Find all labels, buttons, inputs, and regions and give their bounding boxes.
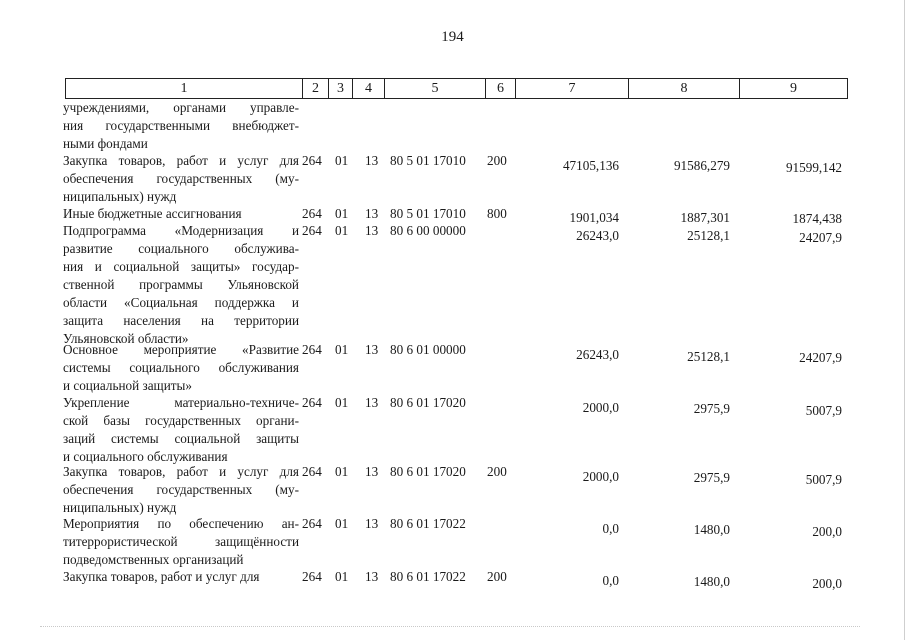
section-code: 01 xyxy=(335,206,349,221)
column-header-5: 5 xyxy=(384,79,485,98)
row-name-line: развитие социального обслужива- xyxy=(63,241,299,256)
row-name xyxy=(63,568,299,586)
amount-col7: 2000,0 xyxy=(582,400,619,415)
row-name-line: защита населения на территории xyxy=(63,313,299,328)
section-code: 01 xyxy=(335,464,349,479)
amount-col9: 5007,9 xyxy=(805,472,842,487)
amount-col7: 26243,0 xyxy=(576,228,619,243)
row-name xyxy=(63,99,299,153)
table-header-row xyxy=(65,78,848,99)
row-name xyxy=(63,152,299,206)
amount-col8: 2975,9 xyxy=(693,401,730,416)
amount-col8: 1887,301 xyxy=(680,210,730,225)
amount-col9: 91599,142 xyxy=(785,160,842,175)
row-name-line: ниципальных) нужд xyxy=(63,500,177,515)
section-code: 01 xyxy=(335,569,349,584)
admin-code: 264 xyxy=(302,342,322,357)
column-header-3: 3 xyxy=(328,79,352,98)
amount-col7: 0,0 xyxy=(602,521,619,536)
expense-type-code: 200 xyxy=(487,464,507,479)
expense-type-code: 200 xyxy=(487,153,507,168)
subsection-code: 13 xyxy=(365,395,379,410)
admin-code: 264 xyxy=(302,153,322,168)
subsection-code: 13 xyxy=(365,464,379,479)
row-name-line: системы социального обслуживания xyxy=(63,360,299,375)
row-name-line: титеррористической защищённости xyxy=(63,534,299,549)
amount-col8: 1480,0 xyxy=(693,522,730,537)
subsection-code: 13 xyxy=(365,206,379,221)
row-name-line: Закупка товаров, работ и услуг для xyxy=(63,153,299,168)
subsection-code: 13 xyxy=(365,153,379,168)
amount-col8: 25128,1 xyxy=(687,228,730,243)
row-name xyxy=(63,394,299,466)
section-code: 01 xyxy=(335,342,349,357)
section-code: 01 xyxy=(335,223,349,238)
page-number: 194 xyxy=(441,29,464,45)
row-name-line: ния государственными внебюджет- xyxy=(63,118,299,133)
target-article-code: 80 6 00 00000 xyxy=(390,223,466,238)
row-name-line: Иные бюджетные ассигнования xyxy=(63,206,242,221)
row-name-line: и социальной защиты» xyxy=(63,378,192,393)
subsection-code: 13 xyxy=(365,569,379,584)
admin-code: 264 xyxy=(302,395,322,410)
amount-col9: 200,0 xyxy=(812,576,842,591)
admin-code: 264 xyxy=(302,464,322,479)
admin-code: 264 xyxy=(302,223,322,238)
target-article-code: 80 6 01 17022 xyxy=(390,516,466,531)
section-code: 01 xyxy=(335,395,349,410)
target-article-code: 80 5 01 17010 xyxy=(390,153,466,168)
target-article-code: 80 5 01 17010 xyxy=(390,206,466,221)
target-article-code: 80 6 01 17020 xyxy=(390,395,466,410)
section-code: 01 xyxy=(335,153,349,168)
row-name-line: и социального обслуживания xyxy=(63,449,228,464)
expense-type-code: 200 xyxy=(487,569,507,584)
row-name-line: ской базы государственных органи- xyxy=(63,413,299,428)
row-name-line: Подпрограмма «Модернизация и xyxy=(63,223,299,238)
subsection-code: 13 xyxy=(365,516,379,531)
row-name-line: заций системы социальной защиты xyxy=(63,431,299,446)
column-header-2: 2 xyxy=(302,79,328,98)
column-header-6: 6 xyxy=(485,79,515,98)
column-header-4: 4 xyxy=(352,79,384,98)
column-header-9: 9 xyxy=(739,79,847,98)
row-name-line: обеспечения государственных (му- xyxy=(63,171,299,186)
amount-col7: 0,0 xyxy=(602,573,619,588)
row-name-line: Мероприятия по обеспечению ан- xyxy=(63,516,299,531)
row-name xyxy=(63,463,299,517)
row-name xyxy=(63,222,299,348)
amount-col7: 2000,0 xyxy=(582,469,619,484)
column-header-8: 8 xyxy=(628,79,739,98)
row-name-line: Основное мероприятие «Развитие xyxy=(63,342,299,357)
row-name-line: обеспечения государственных (му- xyxy=(63,482,299,497)
subsection-code: 13 xyxy=(365,223,379,238)
column-header-1: 1 xyxy=(180,81,188,96)
admin-code: 264 xyxy=(302,516,322,531)
amount-col9: 24207,9 xyxy=(799,350,842,365)
target-article-code: 80 6 01 17022 xyxy=(390,569,466,584)
row-name-line: Закупка товаров, работ и услуг для xyxy=(63,569,260,584)
admin-code: 264 xyxy=(302,569,322,584)
amount-col7: 47105,136 xyxy=(562,158,619,173)
row-name xyxy=(63,515,299,569)
row-name-line: Ульяновской области» xyxy=(63,331,189,346)
row-name-line: ными фондами xyxy=(63,136,148,151)
scan-artifact-line xyxy=(40,626,860,628)
admin-code: 264 xyxy=(302,206,322,221)
amount-col8: 91586,279 xyxy=(673,158,730,173)
subsection-code: 13 xyxy=(365,342,379,357)
target-article-code: 80 6 01 17020 xyxy=(390,464,466,479)
row-name-line: ственной программы Ульяновской xyxy=(63,277,299,292)
expense-type-code: 800 xyxy=(487,206,507,221)
amount-col9: 1874,438 xyxy=(792,211,842,226)
amount-col8: 1480,0 xyxy=(693,574,730,589)
amount-col7: 1901,034 xyxy=(569,210,619,225)
amount-col8: 2975,9 xyxy=(693,470,730,485)
row-name-line: ниципальных) нужд xyxy=(63,189,177,204)
amount-col9: 200,0 xyxy=(812,524,842,539)
amount-col8: 25128,1 xyxy=(687,349,730,364)
amount-col9: 5007,9 xyxy=(805,403,842,418)
target-article-code: 80 6 01 00000 xyxy=(390,342,466,357)
row-name-line: Укрепление материально-техниче- xyxy=(63,395,299,410)
row-name-line: Закупка товаров, работ и услуг для xyxy=(63,464,299,479)
row-name-line: подведомственных организаций xyxy=(63,552,244,567)
row-name-line: учреждениями, органами управле- xyxy=(63,100,299,115)
row-name-line: ния и социальной защиты» государ- xyxy=(63,259,299,274)
row-name-line: области «Социальная поддержка и xyxy=(63,295,299,310)
row-name xyxy=(63,341,299,395)
row-name xyxy=(63,205,299,223)
column-header-7: 7 xyxy=(515,79,628,98)
amount-col9: 24207,9 xyxy=(799,230,842,245)
amount-col7: 26243,0 xyxy=(576,347,619,362)
section-code: 01 xyxy=(335,516,349,531)
